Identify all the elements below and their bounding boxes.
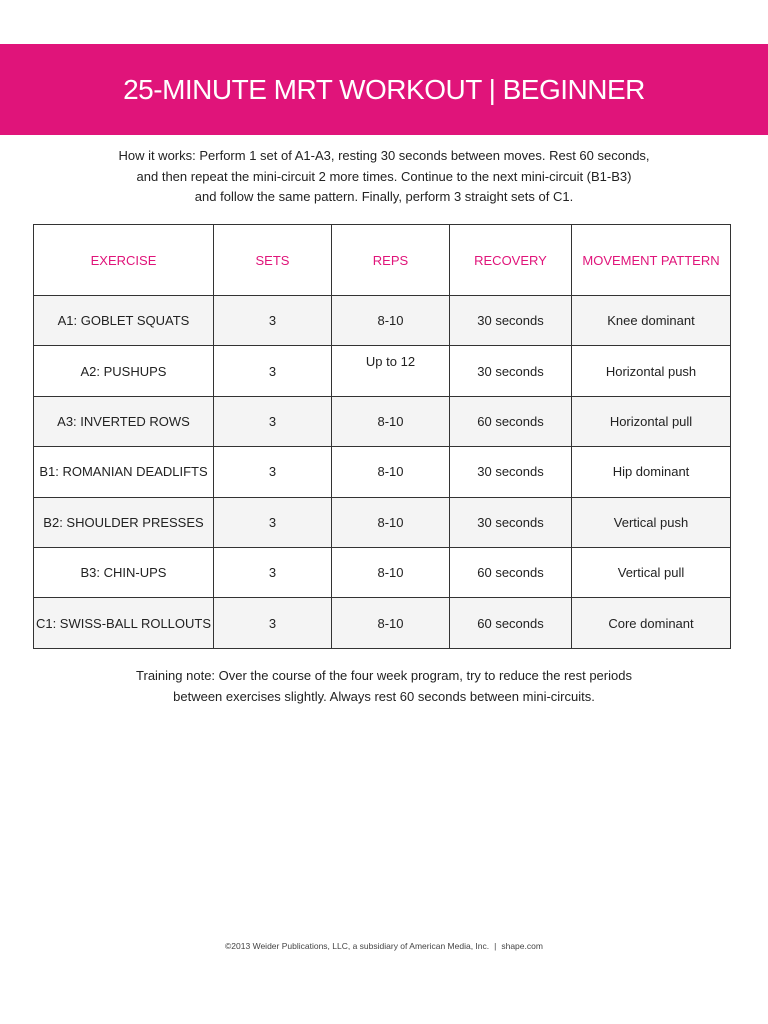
cell-exercise: A3: INVERTED ROWS [34, 396, 214, 446]
cell-reps: 8-10 [332, 547, 450, 597]
cell-recovery: 30 seconds [450, 447, 572, 497]
footer [84, 941, 684, 951]
cell-recovery: 30 seconds [450, 296, 572, 346]
cell-pattern: Core dominant [572, 598, 731, 648]
cell-pattern: Horizontal push [572, 346, 731, 396]
cell-reps: 8-10 [332, 598, 450, 648]
header-reps: REPS [332, 225, 450, 296]
table-row [34, 296, 731, 346]
intro-line: and then repeat the mini-circuit 2 more times. Continue to the next mini-circuit (B1-B3) [136, 168, 632, 184]
cell-sets: 3 [214, 447, 332, 497]
cell-sets: 3 [214, 346, 332, 396]
cell-exercise: A2: PUSHUPS [34, 346, 214, 396]
cell-sets: 3 [214, 547, 332, 597]
page-title: 25-MINUTE MRT WORKOUT | BEGINNER [123, 73, 645, 105]
intro-line: How it works: Perform 1 set of A1-A3, resting 30 seconds between moves. Rest 60 seconds, [118, 148, 650, 163]
cell-exercise: B3: CHIN-UPS [34, 547, 214, 597]
cell-recovery: 30 seconds [450, 497, 572, 547]
cell-reps: 8-10 [332, 497, 450, 547]
cell-exercise: B2: SHOULDER PRESSES [34, 497, 214, 547]
table-row [34, 346, 731, 396]
cell-pattern: Vertical pull [572, 547, 731, 597]
table-row [34, 447, 731, 497]
footer-site-link[interactable]: shape.com [501, 941, 543, 951]
cell-sets: 3 [214, 598, 332, 648]
table-header-row [34, 225, 731, 296]
intro-paragraph [84, 146, 684, 208]
header-recovery: RECOVERY [450, 225, 572, 296]
cell-recovery: 30 seconds [450, 346, 572, 396]
cell-pattern: Vertical push [572, 497, 731, 547]
note-line: Training note: Over the course of the four week program, try to reduce the rest periods [136, 668, 632, 683]
cell-recovery: 60 seconds [450, 547, 572, 597]
cell-reps: Up to 12 [365, 354, 416, 370]
title-banner [0, 44, 768, 135]
training-note [84, 665, 684, 707]
table-row [34, 497, 731, 547]
footer-separator: | [494, 941, 497, 951]
header-exercise: EXERCISE [34, 225, 214, 296]
cell-pattern: Hip dominant [572, 447, 731, 497]
cell-reps: 8-10 [332, 296, 450, 346]
cell-recovery: 60 seconds [450, 396, 572, 446]
cell-exercise: A1: GOBLET SQUATS [34, 296, 214, 346]
cell-sets: 3 [214, 296, 332, 346]
cell-sets: 3 [214, 396, 332, 446]
cell-exercise: B1: ROMANIAN DEADLIFTS [34, 447, 214, 497]
cell-exercise: C1: SWISS-BALL ROLLOUTS [34, 598, 214, 648]
cell-pattern: Horizontal pull [572, 396, 731, 446]
cell-sets: 3 [214, 497, 332, 547]
header-movement-pattern: MOVEMENT PATTERN [572, 225, 731, 296]
note-line: between exercises slightly. Always rest 60 seconds between mini-circuits. [173, 689, 595, 704]
header-sets: SETS [214, 225, 332, 296]
table-row [34, 547, 731, 597]
intro-line: and follow the same pattern. Finally, perform 3 straight sets of C1. [194, 189, 574, 204]
cell-reps: 8-10 [332, 447, 450, 497]
table-row [34, 598, 731, 648]
cell-reps: 8-10 [332, 396, 450, 446]
workout-table [33, 224, 731, 649]
table-row [34, 396, 731, 446]
footer-copyright: ©2013 Weider Publications, LLC, a subsidiary of American Media, Inc. [225, 941, 490, 951]
cell-pattern: Knee dominant [572, 296, 731, 346]
cell-reps-wrapper [332, 346, 450, 396]
cell-recovery: 60 seconds [450, 598, 572, 648]
